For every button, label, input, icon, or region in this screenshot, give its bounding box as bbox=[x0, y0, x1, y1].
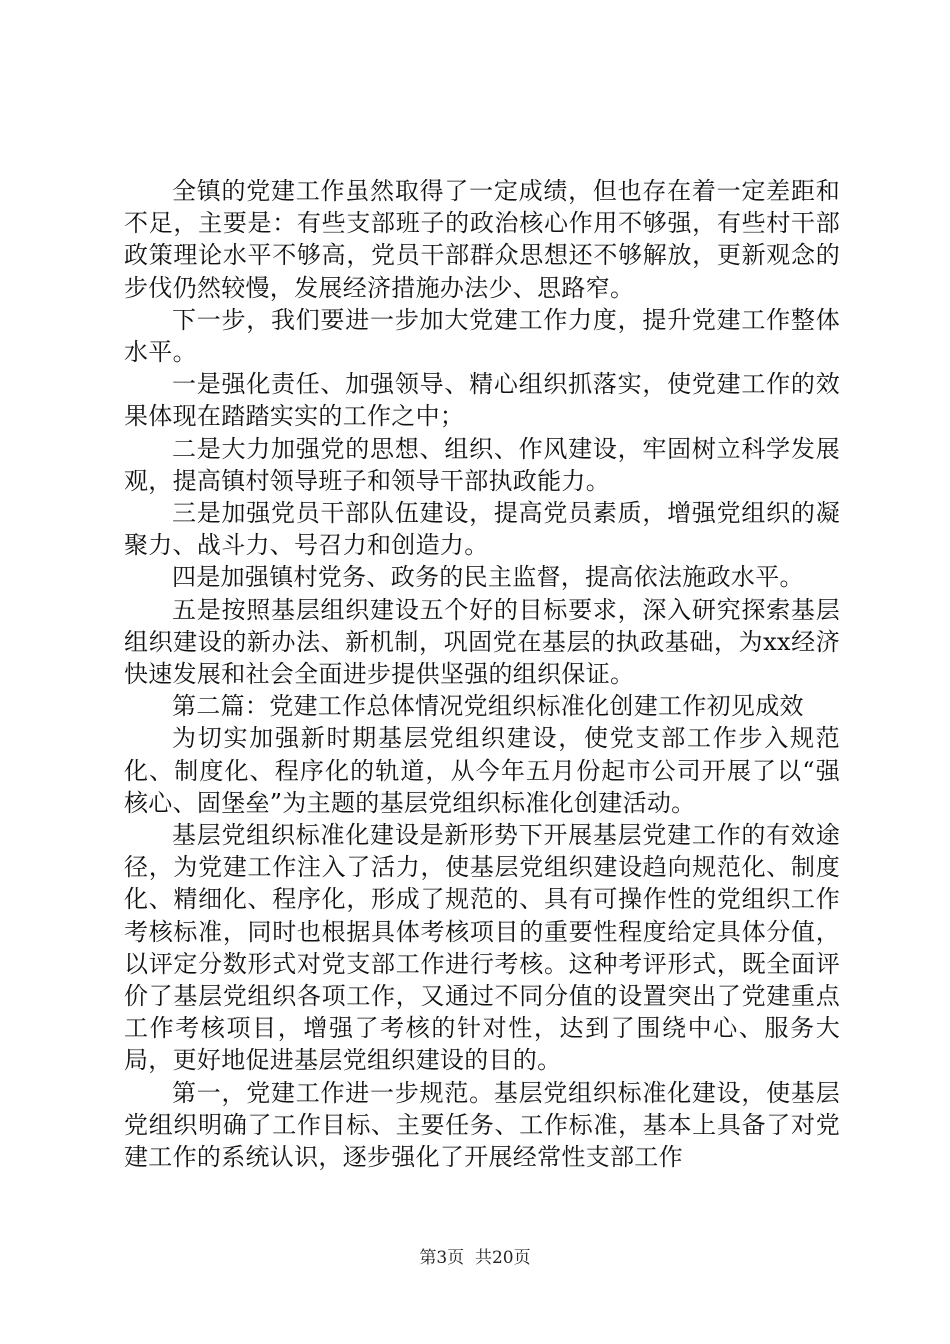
paragraph-standardization: 基层党组织标准化建设是新形势下开展基层党建工作的有效途径，为党建工作注入了活力，使基层党组织建设趋向规范化、制度化、精细化、程序化，形成了规范的、具有可操作性的党组织工作考核标准，同时也根据具体考核项目的重要性程度给定具体分值，以评定分数形式对党支部工作进行考核。这种考评形式，既全面评价了基层党组织各项工作，又通过不同分值的设置突出了党建重点工作考核项目，增强了考核的针对性，达到了围绕中心、服务大局，更好地促进基层党组织建设的目的。 bbox=[124, 821, 840, 1075]
paragraph-point-4: 四是加强镇村党务、政务的民主监督，提高依法施政水平。 bbox=[172, 563, 804, 592]
paragraph-first: 第一，党建工作进一步规范。基层党组织标准化建设，使基层党组织明确了工作目标、主要任务、工作标准，基本上具备了对党建工作的系统认识，逐步强化了开展经常性支部工作 bbox=[124, 1078, 840, 1172]
paragraph-point-3: 三是加强党员干部队伍建设，提高党员素质，增强党组织的凝聚力、战斗力、号召力和创造力。 bbox=[124, 499, 840, 560]
page-footer: 第3页 共20页 bbox=[419, 1248, 531, 1268]
paragraph-summary: 全镇的党建工作虽然取得了一定成绩，但也存在着一定差距和不足，主要是：有些支部班子的政治核心作用不够强，有些村干部政策理论水平不够高，党员干部群众思想还不够解放，更新观念的步伐仍然较慢，发展经济措施办法少、思路窄。 bbox=[124, 177, 840, 302]
paragraph-intro: 为切实加强新时期基层党组织建设，使党支部工作步入规范化、制度化、程序化的轨道，从今年五月份起市公司开展了以“强核心、固堡垒”为主题的基层党组织标准化创建活动。 bbox=[124, 724, 840, 817]
paragraph-next-step: 下一步，我们要进一步加大党建工作力度，提升党建工作整体水平。 bbox=[124, 305, 840, 367]
paragraph-point-2: 二是大力加强党的思想、组织、作风建设，牢固树立科学发展观，提高镇村领导班子和领导干部执政能力。 bbox=[124, 434, 840, 495]
section-heading: 第二篇：党建工作总体情况党组织标准化创建工作初见成效 bbox=[172, 692, 804, 721]
body-text bbox=[124, 175, 840, 1173]
paragraph-point-1: 一是强化责任、加强领导、精心组织抓落实，使党建工作的效果体现在踏踏实实的工作之中； bbox=[124, 370, 840, 431]
paragraph-point-5: 五是按照基层组织建设五个好的目标要求，深入研究探索基层组织建设的新办法、新机制，巩固党在基层的执政基础，为xx经济快速发展和社会全面进步提供坚强的组织保证。 bbox=[124, 595, 840, 689]
